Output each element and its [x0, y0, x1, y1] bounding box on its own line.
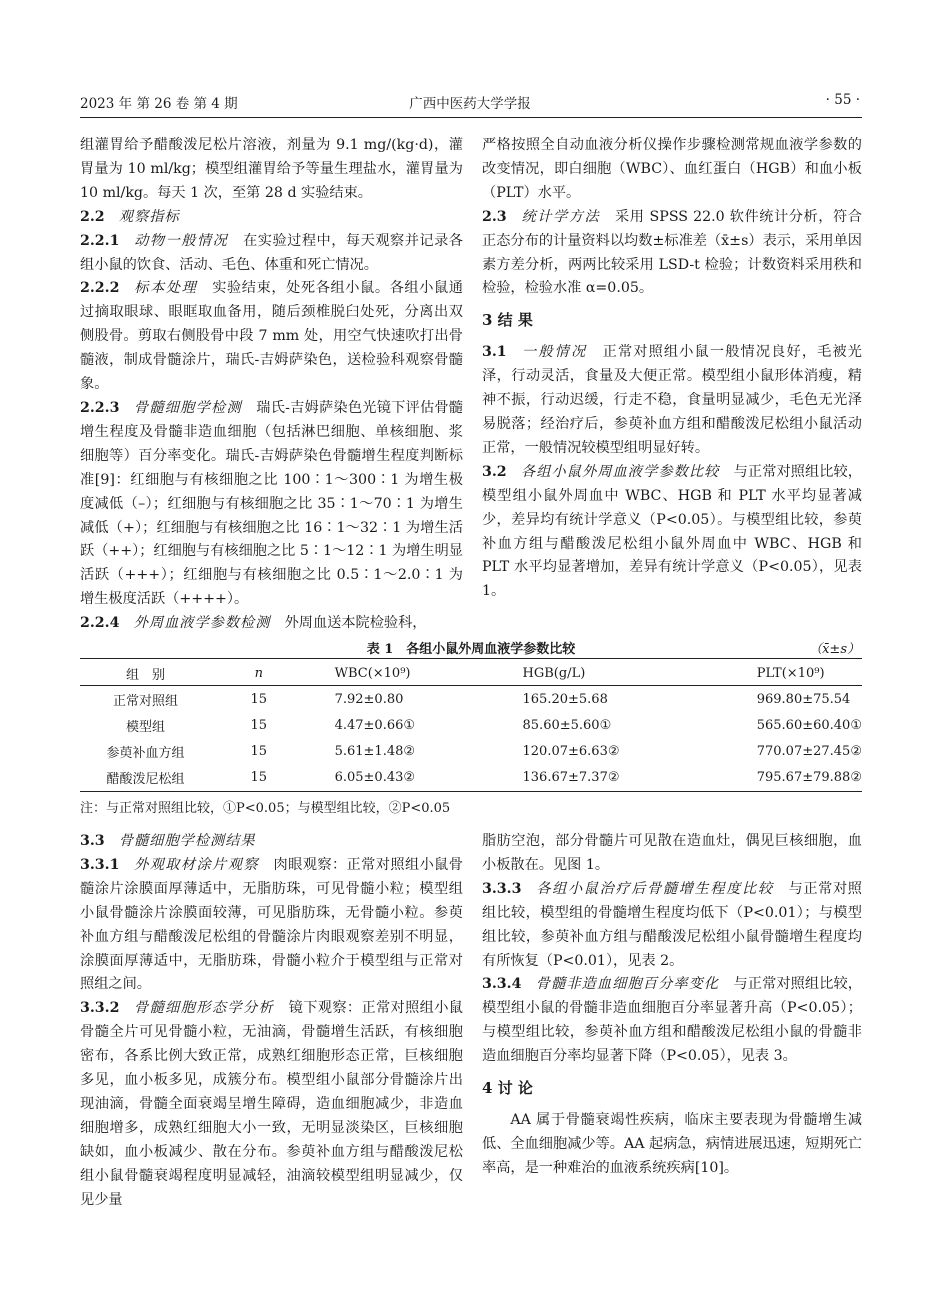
section-number: 3.3.2: [80, 1000, 120, 1017]
paragraph: [482, 973, 862, 1069]
section-number: 3.3.3: [482, 880, 522, 897]
subsection-title: 统计学方法: [520, 208, 601, 225]
table-cell: 7.92±0.80: [334, 691, 404, 707]
section-number: 2.2.1: [80, 232, 120, 249]
col-header-plt: PLT(×10⁹): [756, 665, 825, 681]
col-header-n: n: [254, 665, 263, 681]
paragraph: [80, 134, 463, 206]
subsection-title: 动物一般情况: [133, 232, 229, 249]
body-text: 脂肪空泡，部分骨髓片可见散在造血灶，偶见巨核细胞，血小板散在。见图 1。: [482, 833, 862, 873]
body-text: 外周血送本院检验科，: [284, 615, 427, 632]
body-text: 与正常对照组比较，模型组小鼠的骨髓非造血细胞百分率显著升高（P<0.05）；与模型组比较，参萸补血方组和醋酸泼尼松组小鼠的骨髓非造血细胞百分率均显著下降（P<0.05），见表 3。: [482, 976, 862, 1065]
paragraph: [482, 341, 862, 461]
table-cell: 85.60±5.60①: [522, 717, 612, 733]
section-number: 3.1: [482, 344, 507, 361]
table-note: 注：与正常对照组比较，①P<0.05；与模型组比较，②P<0.05: [80, 801, 451, 816]
subsection-title: 各组小鼠外周血液学参数比较: [520, 463, 720, 480]
table-cell: 15: [250, 743, 268, 759]
col-header-group: 组 别: [125, 667, 165, 683]
table-row: [80, 764, 862, 790]
table-header-rule: [80, 685, 862, 686]
header-rule: [80, 117, 862, 118]
table-cell: 565.60±60.40①: [756, 717, 862, 733]
left-column-bottom: [80, 830, 463, 1213]
subsection-title: 一般情况: [520, 344, 588, 361]
running-header: [80, 92, 860, 114]
col-header-hgb: HGB(g/L): [522, 665, 586, 681]
subsection-title: 骨髓非造血细胞百分率变化: [535, 976, 720, 993]
section-heading: 4 讨 论: [482, 1079, 533, 1098]
table-cell: 770.07±27.45②: [756, 743, 862, 759]
table-cell: 参萸补血方组: [106, 745, 185, 761]
table-unit: （x̄±s）: [809, 642, 860, 657]
section-number: 2.2: [80, 208, 105, 225]
body-text: 与正常对照组比较，模型组小鼠外周血中 WBC、HGB 和 PLT 水平均显著减少，差异均有统计学意义（P<0.05）。与模型组比较，参萸补血方组与醋酸泼尼松组小鼠外周血中 WBC、HGB 和 PLT 水平均显著增加，差异有统计学意义（P<0.05），见表 1。: [482, 463, 862, 600]
subsection-title: 骨髓细胞形态学分析: [133, 1000, 275, 1017]
table-bottom-rule: [80, 791, 862, 792]
section-number: 3.3.1: [80, 856, 120, 873]
table-cell: 5.61±1.48②: [334, 743, 416, 759]
table-cell: 969.80±75.54: [756, 691, 851, 707]
table-cell: 15: [250, 769, 268, 785]
body-text: 在实验过程中，每天观察并记录各组小鼠的饮食、活动、毛色、体重和死亡情况。: [80, 232, 463, 273]
table-cell: 15: [250, 691, 268, 707]
table-cell: 正常对照组: [112, 693, 178, 709]
paragraph: [482, 878, 862, 974]
subsection-title: 观察指标: [118, 208, 180, 225]
subsection-title: 骨髓细胞学检测结果: [118, 833, 256, 849]
table-cell: 165.20±5.68: [522, 691, 608, 707]
body-text: 实验结束，处死各组小鼠。各组小鼠通过摘取眼球、眼眶取血备用，随后颈椎脱臼处死，分离出双侧股骨。剪取右侧股骨中段 7 mm 处，用空气快速吹打出骨髓液，制成骨髓涂片，瑞氏-吉姆萨染色，送检验科观察骨髓象。: [80, 280, 463, 393]
left-column-top: [80, 134, 463, 636]
table-cell: 15: [250, 717, 268, 733]
table-cell: 醋酸泼尼松组: [106, 771, 185, 787]
section-number: 2.2.2: [80, 280, 120, 297]
section-number: 3.3: [80, 833, 105, 849]
journal-issue: 2023 年 第 26 卷 第 4 期: [80, 96, 238, 112]
table-cell: 136.67±7.37②: [522, 769, 620, 785]
paragraph: [80, 397, 463, 612]
right-column-bottom: [482, 830, 862, 1181]
col-header-wbc: WBC(×10⁹): [334, 665, 411, 681]
paragraph: [80, 206, 463, 230]
table-cell: 6.05±0.43②: [334, 769, 416, 785]
paragraph: [482, 461, 862, 604]
table-row: [80, 686, 862, 712]
table-cell: 模型组: [125, 719, 165, 735]
section-number: 3.3.4: [482, 976, 522, 993]
paragraph: [80, 230, 463, 278]
section-heading: 3 结 果: [482, 311, 533, 330]
paragraph: [482, 134, 862, 206]
section-number: 2.2.4: [80, 615, 120, 632]
body-text: 采用 SPSS 22.0 软件统计分析，符合正态分布的计量资料以均数±标准差（x̄±s）表示，采用单因素方差分析，两两比较采用 LSD-t 检验；计数资料采用秩和检验，检验水准 α=0.05。: [482, 208, 862, 297]
section-number: 3.2: [482, 463, 507, 480]
body-text: 瑞氏-吉姆萨染色光镜下评估骨髓增生程度及骨髓非造血细胞（包括淋巴细胞、单核细胞、浆细胞等）百分率变化。瑞氏-吉姆萨染色骨髓增生程度判断标准[9]：红细胞与有核细胞之比 100∶1～300∶1 为增生极度减低（–）；红细胞与有核细胞之比 35∶1～70∶1 为增生减低（+）；红细胞与有核细胞之比 16∶1～32∶1 为增生活跃（++）；红细胞与有核细胞之比 5∶1～12∶1 为增生明显活跃（+++）；红细胞与有核细胞之比 0.5∶1～2.0∶1 为增生极度活跃（++++）。: [80, 399, 463, 608]
body-text: 组灌胃给予醋酸泼尼松片溶液，剂量为 9.1 mg/(kg·d)，灌胃量为 10 ml/kg；模型组灌胃给予等量生理盐水，灌胃量为 10 ml/kg。每天 1 次，至第 28 d 实验结束。: [80, 137, 463, 201]
paragraph: [80, 997, 463, 1212]
body-text: 与正常对照组比较，模型组的骨髓增生程度均低下（P<0.01）；与模型组比较，参萸补血方组与醋酸泼尼松组小鼠骨髓增生程度均有所恢复（P<0.01），见表 2。: [482, 880, 862, 969]
body-text: 严格按照全自动血液分析仪操作步骤检测常规血液学参数的改变情况，即白细胞（WBC）、血红蛋白（HGB）和血小板（PLT）水平。: [482, 137, 862, 201]
hematology-table: [80, 660, 862, 790]
table-cell: 4.47±0.66①: [334, 717, 416, 733]
table-cell: 795.67±79.88②: [756, 769, 862, 785]
journal-name: 广西中医药大学学报: [409, 96, 531, 112]
subsection-title: 各组小鼠治疗后骨髓增生程度比较: [535, 880, 774, 897]
body-text: 镜下观察：正常对照组小鼠骨髓全片可见骨髓小粒，无油滴，骨髓增生活跃，有核细胞密布，各系比例大致正常，成熟红细胞形态正常，巨核细胞多见，血小板多见，成簇分布。模型组小鼠部分骨髓涂片出现油滴，骨髓全面衰竭呈增生障碍，造血细胞减少，非造血细胞增多，成熟红细胞大小一致，无明显淡染区，巨核细胞缺如，血小板减少、散在分布。参萸补血方组与醋酸泼尼松组小鼠骨髓衰竭程度明显减轻，油滴较模型组明显减少，仅见少量: [80, 1000, 463, 1208]
table-row: [80, 712, 862, 738]
table-top-rule: [80, 658, 862, 659]
body-text: AA 属于骨髓衰竭性疾病，临床主要表现为骨髓增生减低、全血细胞减少等。AA 起病急，病情进展迅速，短期死亡率高，是一种难治的血液系统疾病[10]。: [482, 1111, 862, 1176]
paragraph: [482, 1109, 862, 1181]
page-number: · 55 ·: [825, 92, 860, 108]
paragraph: [80, 277, 463, 397]
paragraph: [80, 854, 463, 997]
section-number: 2.3: [482, 208, 507, 225]
subsection-title: 骨髓细胞学检测: [133, 399, 242, 416]
subsection-title: 标本处理: [133, 280, 198, 297]
table-header-row: [80, 660, 862, 686]
right-column-top: [482, 134, 862, 604]
subsection-title: 外观取材涂片观察: [133, 856, 259, 873]
table-title: 表 1 各组小鼠外周血液学参数比较: [366, 642, 576, 657]
paragraph: [482, 206, 862, 302]
paragraph: [80, 830, 463, 854]
section-number: 2.2.3: [80, 399, 120, 416]
table-cell: 120.07±6.63②: [522, 743, 620, 759]
paragraph: [80, 612, 463, 636]
paragraph: [482, 830, 862, 878]
table-row: [80, 738, 862, 764]
body-text: 正常对照组小鼠一般情况良好，毛被光泽，行动灵活，食量及大便正常。模型组小鼠形体消瘦，精神不振，行动迟缓，行走不稳，食量明显减少，毛色无光泽易脱落；经治疗后，参萸补血方组和醋酸泼尼松组小鼠活动正常，一般情况较模型组明显好转。: [482, 344, 862, 456]
body-text: 肉眼观察：正常对照组小鼠骨髓涂片涂膜面厚薄适中，无脂肪珠，可见骨髓小粒；模型组小鼠骨髓涂片涂膜面较薄，可见脂肪珠，无骨髓小粒。参萸补血方组与醋酸泼尼松组的骨髓涂片肉眼观察差别不明显，涂膜面厚薄适中，无脂肪珠，骨髓小粒介于模型组与正常对照组之间。: [80, 856, 463, 993]
subsection-title: 外周血液学参数检测: [133, 615, 271, 632]
